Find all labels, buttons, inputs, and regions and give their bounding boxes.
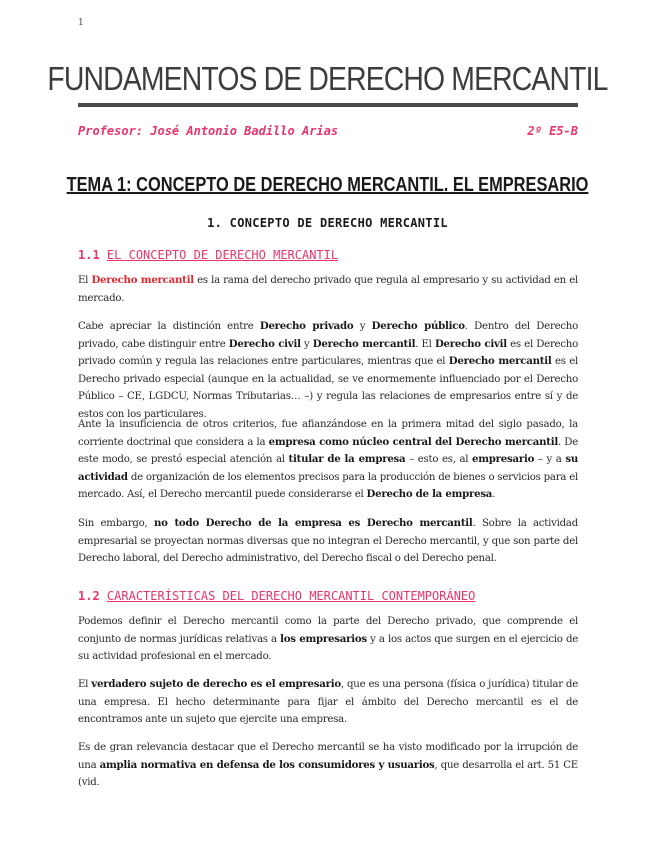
text-run: Sin embargo, xyxy=(78,518,155,529)
subsection-title: CARACTERÍSTICAS DEL DERECHO MERCANTIL CONTEMPORÁNEO xyxy=(106,589,476,603)
text-run: es la rama del derecho privado que regula al empresario y su actividad en el mercado. xyxy=(78,275,579,304)
subsection-number: 1.2 xyxy=(78,589,100,603)
paragraph-true-subject xyxy=(78,676,578,729)
text-run: , que es una persona (física o jurídica) titular de una empresa. El hecho determinante para fijar el ámbito del Derecho mercantil es el de encontramos ante un sujeto que ejercite una empresa. xyxy=(78,679,578,726)
emphasis-bold: titular de la empresa xyxy=(288,453,406,466)
paragraph-private-public-law xyxy=(78,318,578,424)
text-run: – esto es, al xyxy=(405,454,473,466)
text-run: . Sobre la actividad empresarial se proyectan normas diversas que no integran el Derecho mercantil, y que son parte del Derecho laboral, del Derecho administrativo, del Derecho fiscal o del Derecho penal. xyxy=(78,518,578,565)
section-title: 1. CONCEPTO DE DERECHO MERCANTIL xyxy=(207,216,448,230)
emphasis-bold: amplia normativa en defensa de los consumidores y usuarios xyxy=(99,758,435,771)
emphasis-bold: su actividad xyxy=(78,453,578,483)
text-run: . De este modo, se prestó especial atención al xyxy=(78,436,578,466)
paragraph-commercial-law-definition xyxy=(78,613,578,666)
text-run: y a los actos que surgen en el ejercicio de su actividad profesional en el mercado. xyxy=(78,633,578,663)
text-run: es el Derecho privado especial (aunque en la actualidad, se ve enormemente influenciado por el Derecho Público – CE, LGDCU, Normas Tributarias… –) y regula las relaciones de empresarios entre sí y de estos con los particulares. xyxy=(78,356,578,420)
paragraph-enterprise-core xyxy=(78,416,578,504)
subsection-heading-1-2 xyxy=(78,589,475,603)
text-run: . Dentro del Derecho privado, cabe distinguir entre xyxy=(78,321,579,350)
text-run: . El xyxy=(415,338,435,350)
emphasis-bold: empresario xyxy=(472,453,535,466)
topic-title: TEMA 1: CONCEPTO DE DERECHO MERCANTIL. EL EMPRESARIO xyxy=(66,174,589,196)
emphasis-bold: Derecho privado xyxy=(259,320,354,332)
paragraph-not-all-enterprise-law xyxy=(78,515,578,568)
emphasis-bold: Derecho civil xyxy=(434,337,507,350)
emphasis-bold: empresa como núcleo central del Derecho mercantil xyxy=(268,435,558,448)
text-run: de organización de los elementos precisos para la producción de bienes o servicios para el mercado. Así, el Derecho mercantil puede considerarse el xyxy=(78,471,578,501)
paragraph-consumer-protection xyxy=(78,739,578,792)
emphasis-bold: no todo Derecho de la empresa es Derecho mercantil xyxy=(154,517,473,529)
emphasis-red: Derecho mercantil xyxy=(91,274,194,286)
title-underline-rule xyxy=(78,103,578,107)
text-run: El xyxy=(78,275,92,286)
emphasis-bold: Derecho público xyxy=(371,320,465,332)
emphasis-bold: Derecho mercantil xyxy=(312,337,416,350)
text-run: Podemos definir el Derecho mercantil como la parte del Derecho privado, que comprende el conjunto de normas jurídicas relativas a xyxy=(78,616,578,645)
emphasis-bold: Derecho de la empresa xyxy=(366,488,493,501)
professor-row xyxy=(78,124,578,138)
text-run: – y a xyxy=(534,454,566,466)
emphasis-bold: verdadero sujeto de derecho es el empresario xyxy=(91,678,341,690)
course-group: 2º E5-B xyxy=(527,124,578,138)
text-run: es el Derecho privado común y regula las relaciones entre particulares, mientras que el xyxy=(78,338,578,368)
paragraph-definition xyxy=(78,272,578,307)
text-run: El xyxy=(78,679,92,690)
text-run: Ante la insuficiencia de otros criterios, fue afianzándose en la primera mitad del siglo pasado, la corriente doctrinal que considera a la xyxy=(78,419,578,448)
text-run: y xyxy=(300,338,313,350)
document-title: FUNDAMENTOS DE DERECHO MERCANTIL xyxy=(47,60,608,97)
text-run: . xyxy=(492,489,496,501)
page-number: 1 xyxy=(78,18,84,28)
subsection-number: 1.1 xyxy=(78,248,100,262)
text-run: Cabe apreciar la distinción entre xyxy=(78,321,260,332)
subsection-title: EL CONCEPTO DE DERECHO MERCANTIL xyxy=(106,248,339,262)
emphasis-bold: Derecho civil xyxy=(228,337,301,350)
text-run: Es de gran relevancia destacar que el Derecho mercantil se ha visto modificado por la irrupción de una xyxy=(78,742,578,771)
emphasis-bold: Derecho mercantil xyxy=(448,355,552,368)
text-run: y xyxy=(353,321,372,332)
professor-name: Profesor: José Antonio Badillo Arias xyxy=(78,124,339,138)
subsection-heading-1-1 xyxy=(78,248,338,262)
text-run: , que desarrolla el art. 51 CE (vid. xyxy=(78,759,578,789)
emphasis-bold: los empresarios xyxy=(280,632,367,645)
